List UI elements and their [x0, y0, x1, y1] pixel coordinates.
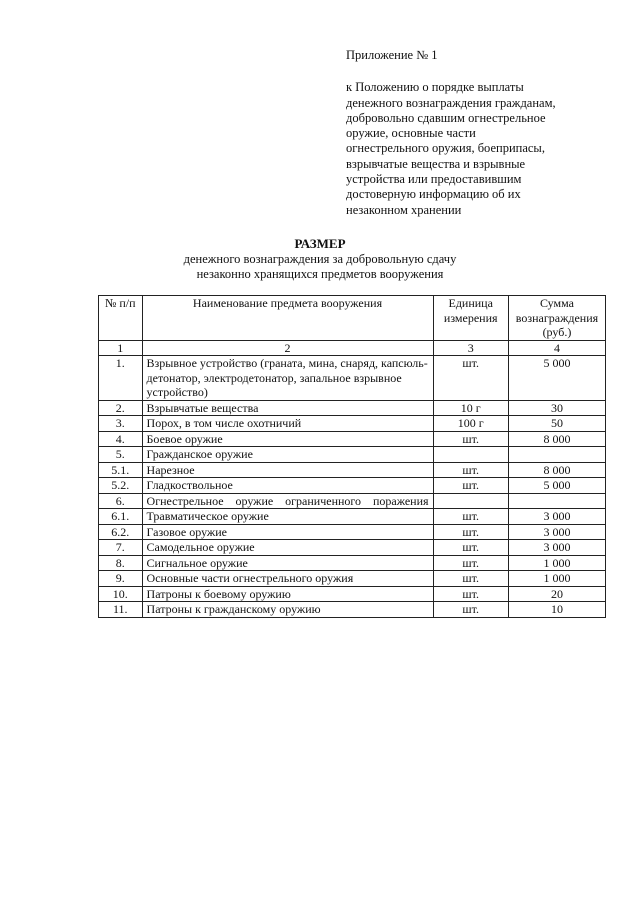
table-row	[99, 571, 606, 587]
table-row	[99, 509, 606, 525]
row-number: 6.	[99, 493, 143, 509]
column-number-row	[99, 340, 606, 356]
table-row	[99, 602, 606, 618]
header-number: № п/п	[99, 296, 143, 341]
column-number: 1	[99, 340, 143, 356]
item-unit: шт.	[433, 602, 508, 618]
item-unit: шт.	[433, 478, 508, 494]
appendix-line: взрывчатые вещества и взрывные	[346, 156, 526, 171]
item-unit: 10 г	[433, 400, 508, 416]
item-name: Травматическое оружие	[142, 509, 433, 525]
table-row	[99, 478, 606, 494]
header-unit: Единица измерения	[433, 296, 508, 341]
item-name: Патроны к боевому оружию	[142, 586, 433, 602]
table-row	[99, 400, 606, 416]
row-number: 2.	[99, 400, 143, 416]
table-row	[99, 356, 606, 401]
item-name: Нарезное	[142, 462, 433, 478]
reward-table	[98, 295, 606, 618]
table-header-row	[99, 296, 606, 341]
item-unit: шт.	[433, 555, 508, 571]
item-unit: шт.	[433, 509, 508, 525]
heading-title: РАЗМЕР	[294, 236, 346, 251]
table-row	[99, 447, 606, 463]
item-name: Сигнальное оружие	[142, 555, 433, 571]
item-sum	[508, 447, 605, 463]
item-sum: 8 000	[508, 462, 605, 478]
table-row	[99, 555, 606, 571]
item-sum: 8 000	[508, 431, 605, 447]
item-name: Газовое оружие	[142, 524, 433, 540]
row-number: 9.	[99, 571, 143, 587]
item-sum: 30	[508, 400, 605, 416]
table-row	[99, 524, 606, 540]
appendix-line: устройства или предоставившим	[346, 172, 522, 187]
item-sum: 5 000	[508, 356, 605, 401]
table-row	[99, 493, 606, 509]
item-sum: 3 000	[508, 509, 605, 525]
column-number: 3	[433, 340, 508, 356]
row-number: 7.	[99, 540, 143, 556]
document-heading	[0, 236, 640, 282]
appendix-line: огнестрельного оружия, боеприпасы,	[346, 141, 545, 156]
item-name: Гладкоствольное	[142, 478, 433, 494]
item-name: Патроны к гражданскому оружию	[142, 602, 433, 618]
table-row	[99, 431, 606, 447]
item-name: Взрывное устройство (граната, мина, снаряд, капсюль-детонатор, электродетонатор, запальное взрывное устройство)	[142, 356, 433, 401]
item-unit: шт.	[433, 586, 508, 602]
header-sum: Сумма вознаграждения (руб.)	[508, 296, 605, 341]
row-number: 5.	[99, 447, 143, 463]
item-sum: 20	[508, 586, 605, 602]
item-sum: 3 000	[508, 540, 605, 556]
table-row	[99, 416, 606, 432]
item-sum	[508, 493, 605, 509]
item-name: Порох, в том числе охотничий	[142, 416, 433, 432]
item-unit: шт.	[433, 431, 508, 447]
item-unit: шт.	[433, 571, 508, 587]
appendix-line: к Положению о порядке выплаты	[346, 80, 524, 95]
appendix-line: денежного вознаграждения гражданам,	[346, 95, 556, 110]
item-unit: 100 г	[433, 416, 508, 432]
appendix-block	[346, 48, 616, 218]
item-sum: 3 000	[508, 524, 605, 540]
heading-line-1: денежного вознаграждения за добровольную сдачу	[183, 252, 457, 266]
row-number: 1.	[99, 356, 143, 401]
item-sum: 50	[508, 416, 605, 432]
appendix-line: добровольно сдавшим огнестрельное	[346, 110, 546, 125]
heading-line-2: незаконно хранящихся предметов вооружения	[196, 267, 444, 281]
table-row	[99, 462, 606, 478]
row-number: 3.	[99, 416, 143, 432]
row-number: 8.	[99, 555, 143, 571]
item-unit: шт.	[433, 540, 508, 556]
item-unit: шт.	[433, 462, 508, 478]
appendix-line: незаконном хранении	[346, 202, 462, 217]
item-name: Огнестрельное оружие ограниченного поражения	[142, 493, 433, 509]
row-number: 6.1.	[99, 509, 143, 525]
row-number: 5.2.	[99, 478, 143, 494]
table-row	[99, 540, 606, 556]
appendix-line: оружие, основные части	[346, 126, 476, 141]
item-name: Самодельное оружие	[142, 540, 433, 556]
appendix-line: достоверную информацию об их	[346, 187, 521, 202]
item-unit	[433, 493, 508, 509]
item-sum: 10	[508, 602, 605, 618]
item-unit: шт.	[433, 524, 508, 540]
item-name: Гражданское оружие	[142, 447, 433, 463]
row-number: 5.1.	[99, 462, 143, 478]
item-name: Основные части огнестрельного оружия	[142, 571, 433, 587]
column-number: 4	[508, 340, 605, 356]
item-sum: 1 000	[508, 555, 605, 571]
appendix-number: Приложение № 1	[346, 48, 438, 62]
item-unit: шт.	[433, 356, 508, 401]
item-name: Взрывчатые вещества	[142, 400, 433, 416]
row-number: 11.	[99, 602, 143, 618]
table-row	[99, 586, 606, 602]
row-number: 4.	[99, 431, 143, 447]
item-sum: 5 000	[508, 478, 605, 494]
header-name: Наименование предмета вооружения	[142, 296, 433, 341]
column-number: 2	[142, 340, 433, 356]
row-number: 10.	[99, 586, 143, 602]
item-name: Боевое оружие	[142, 431, 433, 447]
item-unit	[433, 447, 508, 463]
item-sum: 1 000	[508, 571, 605, 587]
row-number: 6.2.	[99, 524, 143, 540]
